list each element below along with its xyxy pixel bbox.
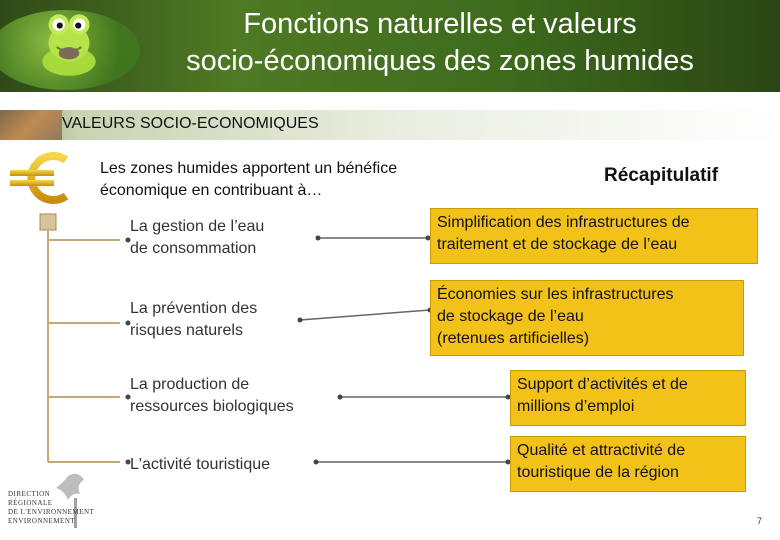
logo-line-1: DIRECTION (8, 490, 51, 498)
item-tourism (130, 454, 270, 476)
logo-line-4: ENVIRONNEMENT (8, 517, 76, 525)
outcome-2-line-3: (retenues artificielles) (437, 330, 590, 347)
title-line-2: socio-économiques des zones humides (186, 45, 694, 77)
outcome-1-line-1: Simplification des infrastructures de (437, 214, 690, 231)
item-risk-prevention (130, 298, 257, 342)
item-3-line-2: ressources biologiques (130, 398, 294, 415)
dot-3b (338, 395, 343, 400)
outcome-2-line-2: de stockage de l’eau (437, 308, 584, 325)
logo-text (8, 490, 94, 526)
outcome-2-line-1: Économies sur les infrastructures (437, 286, 674, 303)
outcome-3-line-2: millions d’emploi (517, 398, 635, 415)
title-banner (0, 0, 780, 92)
item-3-line-1: La production de (130, 376, 250, 393)
outcome-box-2 (430, 280, 744, 356)
intro-text (100, 158, 500, 202)
intro-line-2: économique en contribuant à… (100, 182, 323, 199)
dot-4b (314, 460, 319, 465)
page-title (100, 6, 780, 80)
outcome-box-4 (510, 436, 746, 492)
dot-2b (298, 318, 303, 323)
page-number: 7 (756, 516, 762, 526)
outcome-box-1 (430, 208, 758, 264)
dot-1b (316, 236, 321, 241)
outcome-1-line-2: traitement et de stockage de l’eau (437, 236, 678, 253)
recap-title: Récapitulatif (604, 165, 719, 186)
item-2-line-2: risques naturels (130, 322, 243, 339)
title-line-1: Fonctions naturelles et valeurs (243, 8, 637, 40)
frog-mascot-icon (28, 2, 110, 84)
logo-line-2: RÉGIONALE (8, 499, 53, 507)
outcome-box-3 (510, 370, 746, 426)
euro-icon (6, 148, 84, 208)
arrow-2 (300, 310, 430, 320)
outcome-3-line-1: Support d’activités et de (517, 376, 688, 393)
item-2-line-1: La prévention des (130, 300, 258, 317)
outcome-4-line-2: touristique de la région (517, 464, 679, 481)
item-water-management (130, 216, 264, 260)
section-title: VALEURS SOCIO-ECONOMIQUES (62, 115, 319, 132)
outcome-4-line-1: Qualité et attractivité de (517, 442, 686, 459)
logo-line-3: DE L'ENVIRONNEMENT (8, 508, 95, 516)
section-photo (0, 110, 62, 140)
item-biological-resources (130, 374, 294, 418)
item-4-line-1: L'activité touristique (130, 456, 271, 473)
intro-line-1: Les zones humides apportent un bénéfice (100, 160, 398, 177)
item-1-line-2: de consommation (130, 240, 257, 257)
item-1-line-1: La gestion de l’eau (130, 218, 265, 235)
tree-root-marker (40, 214, 56, 230)
